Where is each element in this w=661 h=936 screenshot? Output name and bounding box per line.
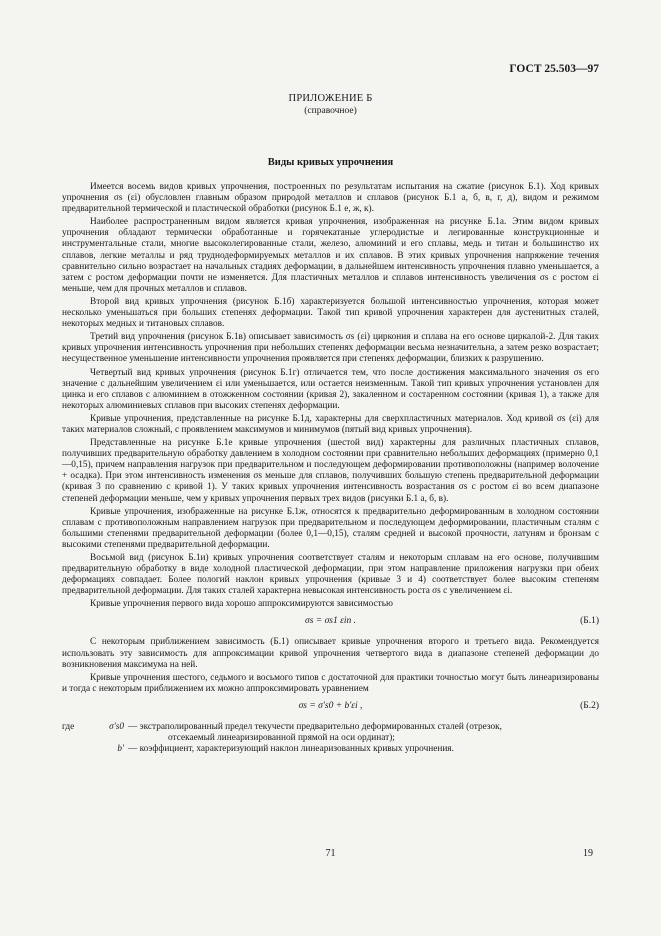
appendix-subtitle: (справочное) (304, 106, 357, 116)
paragraph: Третий вид упрочнения (рисунок Б.1в) описывает зависимость σs (εi) циркония и сплава на его основе циркалой-2. Для таких кривых упрочнения интенсивность упрочнения при небольших степенях деформации весьма незначительна, а затем резко возрастает; несущественное уменьшение интенсивности упрочнения проявляется при степенях деформации, близких к разрушению. (62, 332, 599, 365)
standard-header: ГОСТ 25.503—97 (509, 63, 599, 75)
page-number-right: 19 (583, 848, 593, 859)
paragraph: Кривые упрочнения шестого, седьмого и восьмого типов с достаточной для практики точностью могут быть линеаризированы и тогда с некоторым приближением их можно аппроксимировать уравнением (62, 672, 599, 694)
page-number-left: 71 (325, 848, 336, 859)
paragraph: Наиболее распространенным видом является кривая упрочнения, изображенная на рисунке Б.1а. Этим видом кривых упрочнения обладают термически обработанные и горячекатаные углеродистые и легированные конструкционные и инструментальные стали, многие высоколегированные стали, железо, алюминий и его сплавы, медь и титан и большинство их сплавов, легкие металлы и ряд труднодеформируемых металлов и их сплавов. В этих кривых упрочнения напряжение течения сравнительно сильно возрастает на начальных стадиях деформации, в дальнейшем интенсивность упрочнения плавно уменьшается, а затем с ростом деформации почти не изменяется. Для пластичных металлов и сплавов интенсивность увеличения σs с ростом εi меньше, чем для прочных металлов и сплавов. (62, 217, 599, 294)
formula-expression: σs = σs1 εin . (305, 616, 356, 627)
definition-symbol: σ′s0 (109, 721, 124, 732)
body-text (62, 182, 599, 755)
paragraph: Имеется восемь видов кривых упрочнения, построенных по результатам испытания на сжатие (рисунок Б.1). Ход кривых упрочнения σs (εi) обусловлен главным образом природой металлов и сплавов (рисунок Б.1 а, б, в, г, д), видом и режимом предварительной термической и пластической обработки (рисунок Б.1 е, ж, к). (62, 182, 599, 215)
section-title: Виды кривых упрочнения (267, 157, 394, 168)
paragraph: С некоторым приближением зависимость (Б.1) описывает кривые упрочнения второго и третьего вида. Рекомендуется использовать эту зависимость для аппроксимации кривой упрочнения четвертого вида в диапазоне степеней деформации до возникновения максимума на ней. (62, 637, 599, 670)
paragraph: Второй вид кривых упрочнения (рисунок Б.1б) характеризуется большой интенсивностью упрочнения, которая может несколько уменьшаться при больших степенях деформации. Такой тип кривой упрочнения характерен для аустенитных сталей, некоторых медных и титановых сплавов. (62, 296, 599, 330)
paragraph: Кривые упрочнения первого вида хорошо аппроксимируются зависимостью (90, 599, 393, 610)
formula-b1 (62, 613, 599, 633)
formula-number: (Б.1) (580, 616, 599, 627)
definition-symbol: b′ (117, 744, 124, 755)
definition-text: — коэффициент, характеризующий наклон линеаризованных кривых упрочнения. (128, 744, 454, 755)
where-prefix: где (62, 721, 75, 732)
formula-b2 (62, 698, 599, 718)
paragraph: Кривые упрочнения, изображенные на рисунке Б.1ж, относятся к предварительно деформированным в холодном состоянии сплавам с противоположным направлением нагрузок при предварительном и последующем деформировании, пластичным сталям с большими степенями предварительной деформации (более 0,1—0,15), сталям средней и высокой прочности, латуням и бронзам с высокими степенями предварительной деформации. (62, 506, 599, 550)
formula-number: (Б.2) (580, 700, 599, 711)
paragraph: Восьмой вид (рисунок Б.1и) кривых упрочнения соответствует сталям и некоторым сплавам на его основе, получившим предварительную обработку в виде холодной пластической деформации, при этом направление приложения нагрузки при обеих деформациях совпадает. Более пологий наклон кривых упрочнения (кривые 3 и 4) соответствует более высоким степеням предварительной деформации. Для таких сталей характерна невысокая интенсивность роста σs с увеличением εi. (62, 553, 599, 597)
appendix-title: ПРИЛОЖЕНИЕ Б (288, 93, 373, 104)
paragraph: Кривые упрочнения, представленные на рисунке Б.1д, характерны для сверхпластичных материалов. Ход кривой σs (εi) для таких материалов сложный, с проявлением максимумов и минимумов (пятый вид кривых упрочнения). (62, 413, 599, 435)
symbol-definitions (62, 722, 599, 755)
definition-row (62, 744, 599, 755)
paragraph: Представленные на рисунке Б.1е кривые упрочнения (шестой вид) характерны для различных пластичных сплавов, получивших предварительную обработку давлением в холодном состоянии при сравнительно небольших деформациях (примерно 0,1—0,15), причем направления нагрузок при предварительном и последующем деформировании противоположны (например волочение + осадка). При этом интенсивность изменения σs меньше для сплавов, получивших большую степень предварительной деформации (кривая 3 по сравнению с кривой 1). У таких кривых упрочнения интенсивность возрастания σs с ростом εi во всем диапазоне степеней деформации меньше, чем у кривых упрочнения первых трех видов (рисунки Б.1 а, б, в). (62, 438, 599, 504)
definition-text: — экстраполированный предел текучести предварительно деформированных сталей (отрезок, (128, 721, 502, 732)
formula-expression: σs = σ′s0 + b′εi , (298, 700, 363, 711)
definition-continuation: отсекаемый линеаризированной прямой на оси ординат); (168, 733, 395, 744)
paragraph: Четвертый вид кривых упрочнения (рисунок Б.1г) отличается тем, что после достижения максимального значения σs его значение с дальнейшим увеличением εi или уменьшается, или остается неизменным. Такой тип кривых упрочнения установлен для цинка и его сплавов с алюминием в отожженном состоянии (кривая 2), закаленном и состаренном состоянии (кривая 1), а также для некоторых алюминиевых сплавов при высоких степенях деформации. (62, 367, 599, 411)
definition-row (62, 722, 599, 733)
